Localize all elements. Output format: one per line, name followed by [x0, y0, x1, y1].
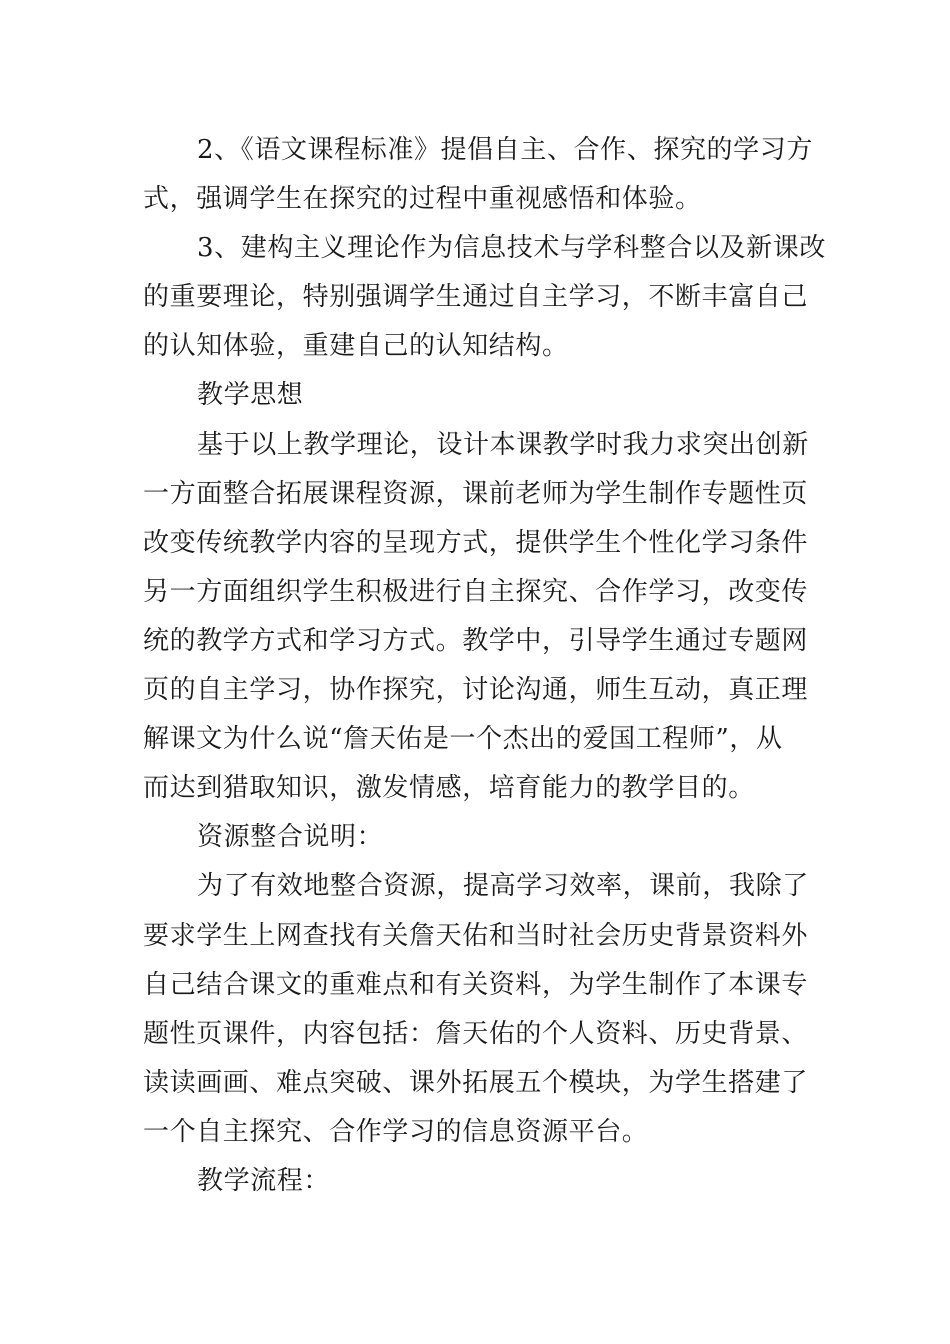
paragraph-line: 式，强调学生在探究的过程中重视感悟和体验。 [143, 184, 702, 215]
paragraph-line: 的认知体验，重建自己的认知结构。 [143, 331, 569, 362]
paragraph-line: 解课文为什么说“詹天佑是一个杰出的爱国工程师”，从 [143, 724, 783, 755]
paragraph-line: 题性页课件，内容包括：詹天佑的个人资料、历史背景、 [143, 1018, 809, 1049]
paragraph-line: 一方面整合拓展课程资源，课前老师为学生制作专题性页 [143, 478, 809, 509]
paragraph-first-line: 教学思想 [197, 380, 304, 411]
paragraph-first-line: 资源整合说明： [197, 822, 384, 853]
paragraph-line: 而达到猎取知识，激发情感，培育能力的教学目的。 [143, 773, 755, 804]
paragraph-line: 页的自主学习，协作探究，讨论沟通，师生互动，真正理 [143, 675, 809, 706]
paragraph-line: 另一方面组织学生积极进行自主探究、合作学习，改变传 [143, 576, 809, 607]
paragraph-first-line: 2、《语文课程标准》提倡自主、合作、探究的学习方 [197, 135, 813, 165]
paragraph-line: 一个自主探究、合作学习的信息资源平台。 [143, 1116, 649, 1147]
paragraph-line: 统的教学方式和学习方式。教学中，引导学生通过专题网 [143, 625, 809, 656]
paragraph-first-line: 为了有效地整合资源，提高学习效率，课前，我除了 [197, 871, 809, 902]
paragraph-line: 要求学生上网查找有关詹天佑和当时社会历史背景资料外 [143, 920, 809, 951]
paragraph-line: 读读画画、难点突破、课外拓展五个模块，为学生搭建了 [143, 1067, 809, 1098]
paragraph-first-line: 教学流程： [197, 1165, 331, 1196]
paragraph-first-line: 基于以上教学理论，设计本课教学时我力求突出创新 [197, 429, 809, 460]
paragraph-first-line: 3、建构主义理论作为信息技术与学科整合以及新课改 [197, 233, 826, 264]
document-body [143, 126, 826, 1206]
paragraph-line: 自己结合课文的重难点和有关资料，为学生制作了本课专 [143, 969, 809, 1000]
paragraph-line: 的重要理论，特别强调学生通过自主学习，不断丰富自己 [143, 282, 809, 313]
paragraph-line: 改变传统教学内容的呈现方式，提供学生个性化学习条件 [143, 527, 809, 558]
